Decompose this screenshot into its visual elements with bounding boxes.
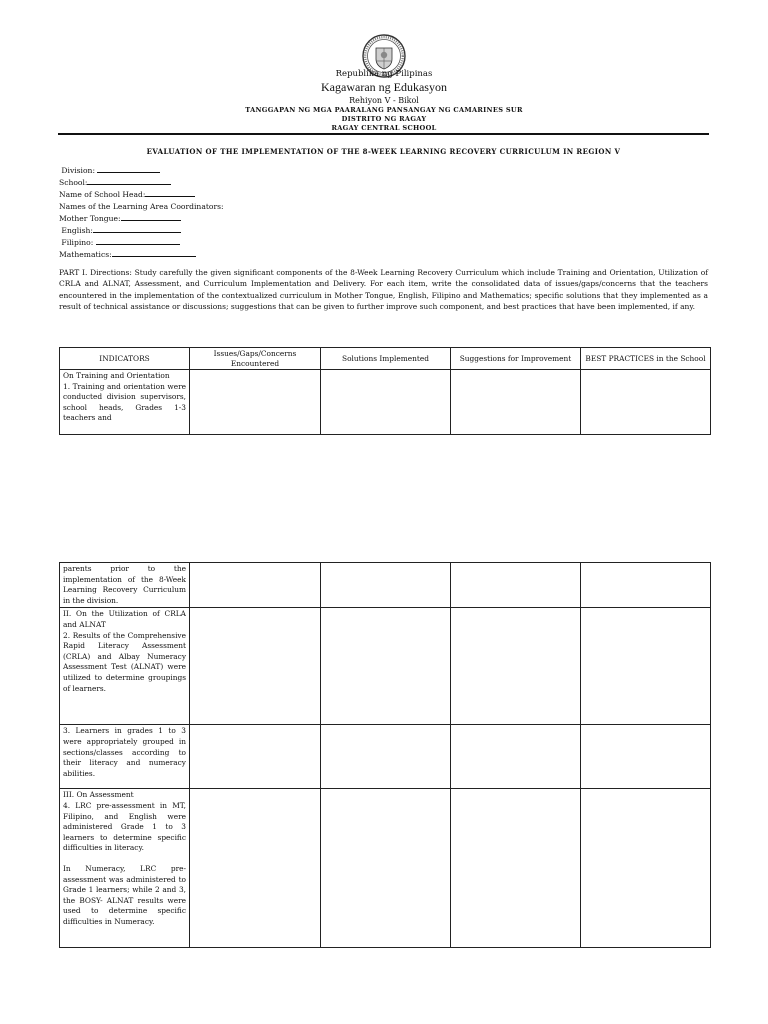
- best-practices-cell[interactable]: [581, 608, 711, 725]
- section-heading: II. On the Utilization of CRLA and ALNAT: [63, 609, 186, 629]
- col-header-suggestions: Suggestions for Improvement: [451, 348, 581, 370]
- suggestions-cell[interactable]: [451, 608, 581, 725]
- section-heading: III. On Assessment: [63, 790, 134, 800]
- suggestions-cell[interactable]: [451, 563, 581, 608]
- issues-cell[interactable]: [190, 725, 321, 789]
- suggestions-cell[interactable]: [451, 370, 581, 435]
- indicator-cell: [60, 370, 190, 435]
- coordinators-label: Names of the Learning Area Coordinators:: [59, 201, 224, 211]
- indicator-cell: 3. Learners in grades 1 to 3 were appropriately grouped in sections/classes according to their literacy and numeracy abilities.: [60, 725, 190, 789]
- english-field[interactable]: English:: [59, 224, 224, 236]
- indicator-cell: parents prior to the implementation of the 8-Week Learning Recovery Curriculum in the division.: [60, 563, 190, 608]
- col-header-issues: Issues/Gaps/Concerns Encountered: [190, 348, 321, 370]
- section-heading: On Training and Orientation: [63, 371, 170, 380]
- region-label: Rehiyon V - Bikol: [349, 96, 419, 105]
- division-field[interactable]: Division:: [59, 164, 224, 176]
- header-divider: [58, 133, 709, 135]
- directions-paragraph: PART I. Directions: Study carefully the given significant components of the 8-Week Learning Recovery Curriculum which include Training and Orientation, Utilization of CRLA and ALNAT, Assessment, and Curriculum Implementation and Delivery. For each item, write the consolidated data of issues/gaps/concerns that the teachers encountered in the implementation of the contextualized curriculum in Mother Tongue, English, Filipino and Mathematics; specific solutions that they implemented as a result of technical assistance or discussions; suggestions that can be given to further improve such component, and best practices that have been implemented, if any.: [59, 268, 708, 311]
- col-header-best-practices: BEST PRACTICES in the School: [581, 348, 711, 370]
- issues-cell[interactable]: [190, 563, 321, 608]
- indicator-text: 2. Results of the Comprehensive Rapid Literacy Assessment (CRLA) and Albay Numeracy Assessment Test (ALNAT) were utilized to determine groupings of learners.: [63, 630, 186, 693]
- indicator-cell: [60, 789, 190, 948]
- col-header-indicators: INDICATORS: [60, 348, 190, 370]
- indicator-text-numeracy: In Numeracy, LRC pre-assessment was administered to Grade 1 learners; while 2 and 3, the BOSY- ALNAT results were used to determine specific difficulties in Numeracy.: [63, 863, 186, 926]
- solutions-cell[interactable]: [321, 608, 451, 725]
- document-title: EVALUATION OF THE IMPLEMENTATION OF THE 8-WEEK LEARNING RECOVERY CURRICULUM IN REGION V: [146, 147, 621, 156]
- indicator-text: 1. Training and orientation were conducted division supervisors, school heads, Grades 1-3 teachers and: [63, 381, 186, 423]
- table-row: [60, 370, 711, 435]
- mathematics-field[interactable]: Mathematics:: [59, 248, 224, 260]
- col-header-solutions: Solutions Implemented: [321, 348, 451, 370]
- school-field[interactable]: School:: [59, 176, 224, 188]
- table-row: [60, 608, 711, 725]
- solutions-cell[interactable]: [321, 789, 451, 948]
- solutions-cell[interactable]: [321, 370, 451, 435]
- solutions-cell[interactable]: [321, 563, 451, 608]
- mother-tongue-field[interactable]: Mother Tongue:: [59, 212, 224, 224]
- filipino-field[interactable]: Filipino:: [59, 236, 224, 248]
- table-row: [60, 563, 711, 608]
- info-fields: [59, 164, 224, 261]
- suggestions-cell[interactable]: [451, 789, 581, 948]
- table-row: [60, 789, 711, 948]
- best-practices-cell[interactable]: [581, 725, 711, 789]
- department-label: Kagawaran ng Edukasyon: [321, 80, 447, 94]
- solutions-cell[interactable]: [321, 725, 451, 789]
- evaluation-table-part1: [59, 347, 711, 435]
- best-practices-cell[interactable]: [581, 789, 711, 948]
- indicator-text: 4. LRC pre-assessment in MT, Filipino, and English were administered Grade 1 to 3 learners to determine specific difficulties in literacy.: [63, 800, 186, 853]
- school-head-field[interactable]: Name of School Head:: [59, 188, 224, 200]
- issues-cell[interactable]: [190, 608, 321, 725]
- issues-cell[interactable]: [190, 370, 321, 435]
- indicator-cell: [60, 608, 190, 725]
- best-practices-cell[interactable]: [581, 563, 711, 608]
- suggestions-cell[interactable]: [451, 725, 581, 789]
- school-name: RAGAY CENTRAL SCHOOL: [331, 124, 437, 132]
- district-label: DISTRITO NG RAGAY: [341, 115, 427, 123]
- best-practices-cell[interactable]: [581, 370, 711, 435]
- table-row: [60, 725, 711, 789]
- office-label: TANGGAPAN NG MGA PAARALANG PANSANGAY NG CAMARINES SUR: [245, 106, 523, 114]
- issues-cell[interactable]: [190, 789, 321, 948]
- republic-label: Republika ng Pilipinas: [335, 69, 433, 79]
- evaluation-table-part2: [59, 562, 711, 948]
